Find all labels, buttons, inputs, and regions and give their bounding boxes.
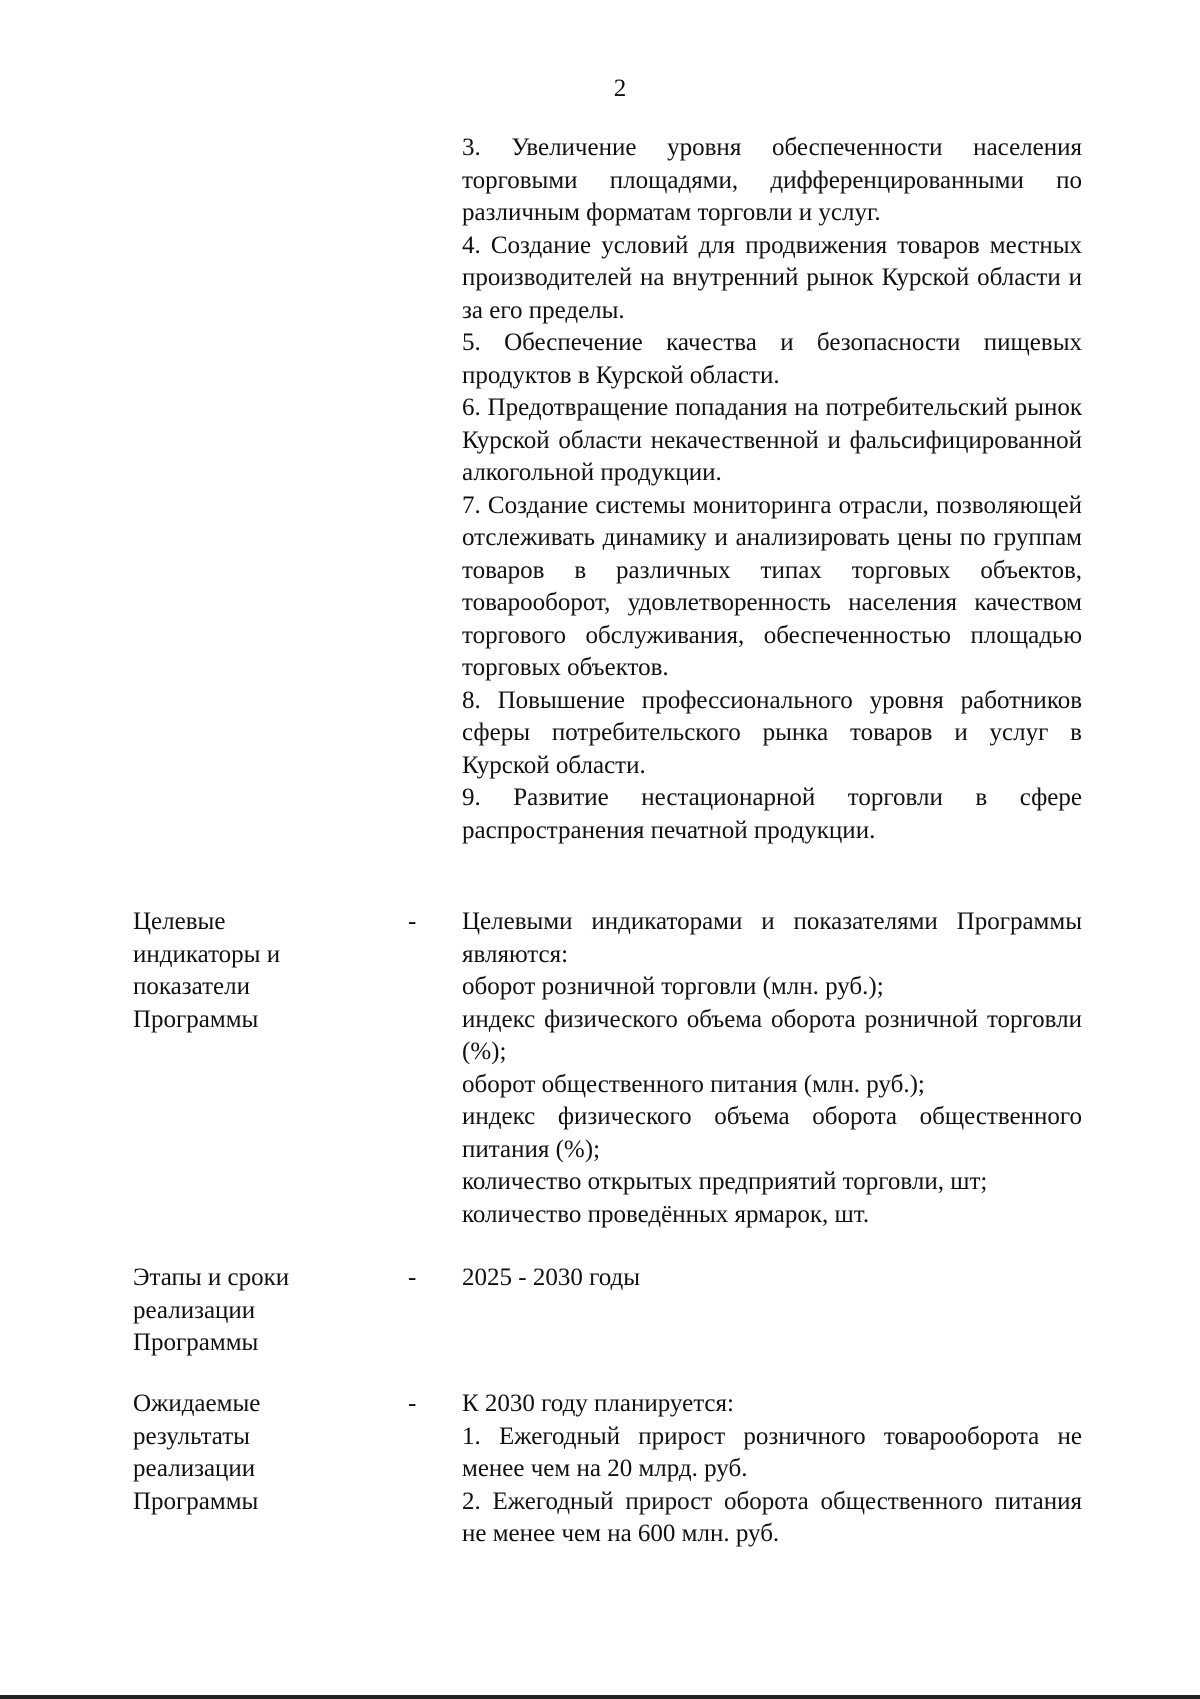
stages-label-line: Программы — [133, 1329, 259, 1356]
stages-label-line: Этапы и сроки — [133, 1264, 290, 1291]
stages-content — [462, 1262, 1082, 1295]
results-label-line: Программы — [133, 1487, 259, 1515]
page-bottom-border — [0, 1695, 1200, 1699]
tasks-continued-list — [462, 132, 1082, 847]
task-item-6: 6. Предотвращение попадания на потребительский рынок Курской области некачественной и фальсифицированной алкогольной продукции. — [462, 394, 1082, 486]
stages-label — [133, 1262, 373, 1360]
results-label — [133, 1388, 373, 1518]
indicator-item: оборот розничной торговли (млн. руб.); — [462, 973, 884, 1000]
task-item-4: 4. Создание условий для продвижения товаров местных производителей на внутренний рынок Курской области и за его пределы. — [462, 231, 1082, 324]
page-number: 2 — [613, 75, 627, 102]
results-intro: К 2030 году планируется: — [462, 1390, 734, 1417]
stages-value: 2025 - 2030 годы — [462, 1264, 641, 1291]
task-item-3: 3. Увеличение уровня обеспеченности населения торговыми площадями, дифференцированными по различным форматам торговли и услуг. — [462, 134, 1082, 226]
stages-label-line: реализации — [133, 1296, 256, 1324]
result-item: 1. Ежегодный прирост розничного товарооборота не менее чем на 20 млрд. руб. — [462, 1422, 1082, 1482]
results-label-line: результаты — [133, 1422, 250, 1450]
indicator-item: индекс физического объема оборота розничной торговли (%); — [462, 1005, 1082, 1065]
indicator-item: оборот общественного питания (млн. руб.); — [462, 1070, 925, 1098]
indicator-item: количество открытых предприятий торговли, шт; — [462, 1168, 988, 1195]
indicators-label — [133, 906, 373, 1036]
indicators-label-line: Программы — [133, 1005, 259, 1033]
task-item-8: 8. Повышение профессионального уровня работников сферы потребительского рынка товаров и услуг в Курской области. — [462, 686, 1082, 779]
indicator-item: количество проведённых ярмарок, шт. — [462, 1200, 870, 1228]
indicators-label-line: Целевые — [133, 908, 226, 935]
task-item-9: 9. Развитие нестационарной торговли в сфере распространения печатной продукции. — [462, 784, 1082, 844]
indicators-content — [462, 906, 1082, 1231]
indicators-intro: Целевыми индикаторами и показателями Программы являются: — [462, 908, 1082, 968]
results-label-line: реализации — [133, 1455, 256, 1482]
indicators-label-line: показатели — [133, 973, 250, 1000]
task-item-5: 5. Обеспечение качества и безопасности пищевых продуктов в Курской области. — [462, 329, 1082, 389]
results-label-line: Ожидаемые — [133, 1390, 261, 1417]
stages-dash: - — [408, 1264, 417, 1291]
result-item: 2. Ежегодный прирост оборота общественного питания не менее чем на 600 млн. руб. — [462, 1487, 1082, 1547]
results-content — [462, 1388, 1082, 1551]
indicators-label-line: индикаторы и — [133, 940, 281, 968]
indicators-dash: - — [408, 908, 417, 935]
task-item-7: 7. Создание системы мониторинга отрасли, позволяющей отслеживать динамику и анализировать цены по группам товаров в различных типах торговых объектов, товарооборот, удовлетворенность населения качеством торгового обслуживания, обеспеченностью площадью торговых объектов. — [462, 491, 1082, 681]
results-dash: - — [408, 1390, 417, 1417]
indicator-item: индекс физического объема оборота общественного питания (%); — [462, 1103, 1082, 1163]
